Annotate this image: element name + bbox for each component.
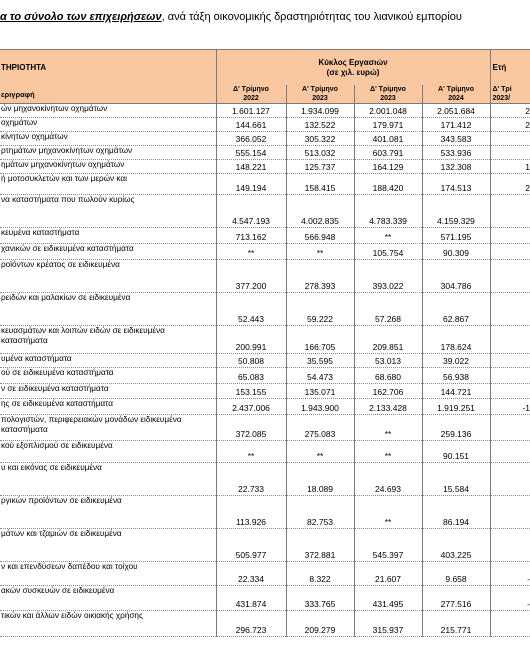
row-label: ροϊόντων κρέατος σε ειδικευμένα <box>0 260 216 293</box>
quarter-header: Α' Τρίμηνο 2023 <box>286 85 354 104</box>
row-label: υμένα καταστήματα <box>0 354 216 368</box>
value-q1-2023: 59.222 <box>286 293 354 326</box>
table-row <box>0 104 530 118</box>
value-q4-2023: 57.268 <box>354 293 422 326</box>
value-q4-2023: 2.001.048 <box>354 104 422 118</box>
value-trailing <box>490 463 530 496</box>
table-row <box>0 174 530 195</box>
row-label: ης σε ειδικευμένα καταστήματα <box>0 399 216 415</box>
value-trailing <box>490 529 530 562</box>
value-q4-2022: 65.083 <box>216 368 286 384</box>
value-trailing: -1 <box>490 399 530 415</box>
quarter-header: Δ' Τρίμηνο 2022 <box>216 85 286 104</box>
value-q4-2023: ** <box>354 415 422 441</box>
value-q4-2023: 164.129 <box>354 160 422 174</box>
value-q1-2024: 4.159.329 <box>422 195 490 228</box>
row-label: τικών και άλλων ειδών οικιακής χρήσης <box>0 611 216 637</box>
value-q1-2023: 566.948 <box>286 228 354 244</box>
value-q1-2024: 2.051.684 <box>422 104 490 118</box>
value-q4-2023: 188.420 <box>354 174 422 195</box>
value-q4-2023: ** <box>354 441 422 463</box>
table-row <box>0 441 530 463</box>
value-trailing <box>490 368 530 384</box>
value-trailing: 2 <box>490 174 530 195</box>
value-q4-2023: ** <box>354 496 422 529</box>
value-q1-2023: 135.071 <box>286 384 354 399</box>
value-q1-2023: ** <box>286 441 354 463</box>
value-q4-2022: 555.154 <box>216 146 286 160</box>
value-q4-2023: 2.133.428 <box>354 399 422 415</box>
value-q4-2022: 1.601.127 <box>216 104 286 118</box>
value-q1-2024: 39.022 <box>422 354 490 368</box>
value-q4-2023: 603.791 <box>354 146 422 160</box>
value-q4-2022: 4.547.193 <box>216 195 286 228</box>
value-q1-2024: 171.412 <box>422 118 490 132</box>
row-label: ργικών προϊόντων σε ειδικευμένα <box>0 496 216 529</box>
value-q4-2022: 505.977 <box>216 529 286 562</box>
value-q4-2023: 393.022 <box>354 260 422 293</box>
value-q1-2024: 304.786 <box>422 260 490 293</box>
value-q4-2022: 713.162 <box>216 228 286 244</box>
value-q4-2023: 4.783.339 <box>354 195 422 228</box>
value-trailing <box>490 415 530 441</box>
table-row <box>0 244 530 260</box>
value-q1-2023: 8.322 <box>286 562 354 586</box>
value-trailing <box>490 146 530 160</box>
row-label: κευασμάτων και λοιπών ειδών σε ειδικευμένα καταστήματα <box>0 326 216 354</box>
value-q1-2024: 403.225 <box>422 529 490 562</box>
table-row <box>0 496 530 529</box>
value-trailing <box>490 244 530 260</box>
value-q1-2024: 1.919.251 <box>422 399 490 415</box>
value-q1-2024: 277.516 <box>422 586 490 611</box>
value-q1-2023: 372.881 <box>286 529 354 562</box>
value-q4-2022: 366.052 <box>216 132 286 146</box>
value-q1-2023: 54.473 <box>286 368 354 384</box>
quarter-header: Α' Τρίμηνο 2024 <box>422 85 490 104</box>
value-q1-2024: 144.721 <box>422 384 490 399</box>
value-q4-2022: 144.661 <box>216 118 286 132</box>
value-q4-2022: 153.155 <box>216 384 286 399</box>
value-q4-2022: 148.221 <box>216 160 286 174</box>
value-q1-2024: 174.513 <box>422 174 490 195</box>
table-row <box>0 611 530 637</box>
value-trailing: 2 <box>490 118 530 132</box>
value-q1-2023: 166.705 <box>286 326 354 354</box>
table-row <box>0 415 530 441</box>
value-q4-2023: ** <box>354 228 422 244</box>
value-q4-2022: ** <box>216 441 286 463</box>
value-q1-2024: 86.194 <box>422 496 490 529</box>
trailing-quarter-header: Δ' Τρί 2023/ <box>490 85 530 104</box>
table-body <box>0 104 530 637</box>
header-row-quarters <box>0 85 530 104</box>
value-q4-2023: 162.706 <box>354 384 422 399</box>
value-q1-2023: 158.415 <box>286 174 354 195</box>
turnover-group-header <box>216 50 490 86</box>
trailing-group-header: Ετή <box>490 50 530 86</box>
value-q1-2023: 35.595 <box>286 354 354 368</box>
value-q1-2023: 333.765 <box>286 586 354 611</box>
value-trailing: - <box>490 562 530 586</box>
value-q1-2024: 178.624 <box>422 326 490 354</box>
value-q4-2023: 315.937 <box>354 611 422 637</box>
value-q1-2023: 1.934.099 <box>286 104 354 118</box>
value-q4-2022: 296.723 <box>216 611 286 637</box>
value-trailing <box>490 384 530 399</box>
table-row <box>0 562 530 586</box>
value-q1-2023: 1.943.900 <box>286 399 354 415</box>
value-trailing <box>490 611 530 637</box>
value-q4-2022: 113.926 <box>216 496 286 529</box>
value-q4-2023: 21.607 <box>354 562 422 586</box>
value-trailing <box>490 195 530 228</box>
value-q1-2023: 4.002.835 <box>286 195 354 228</box>
table-row <box>0 260 530 293</box>
turnover-group-title: Κύκλος Εργασιών <box>318 57 388 67</box>
value-trailing <box>490 354 530 368</box>
table-row <box>0 368 530 384</box>
value-q4-2022: ** <box>216 244 286 260</box>
value-q4-2022: 431.874 <box>216 586 286 611</box>
row-label: ών μηχανοκίνητων οχημάτων <box>0 104 216 118</box>
row-label: πολογιστών, περιφερειακών μονάδων ειδικευμένα καταστήματα <box>0 415 216 441</box>
value-trailing <box>490 496 530 529</box>
activity-header: ΤΗΡΙΟΤΗΤΑ <box>0 50 216 86</box>
value-q4-2023: 68.680 <box>354 368 422 384</box>
value-q4-2022: 377.200 <box>216 260 286 293</box>
value-q1-2024: 56.938 <box>422 368 490 384</box>
value-trailing <box>490 260 530 293</box>
value-q4-2023: 53.013 <box>354 354 422 368</box>
table-row <box>0 228 530 244</box>
row-label: κευμένα καταστήματα <box>0 228 216 244</box>
row-label: ακών συσκευών σε ειδικευμένα <box>0 586 216 611</box>
value-q4-2023: 209.851 <box>354 326 422 354</box>
row-label: οχημάτων <box>0 118 216 132</box>
value-q1-2024: 90.309 <box>422 244 490 260</box>
caption-emphasis: α το σύνολο των επιχειρήσεων <box>0 11 162 23</box>
value-q4-2022: 22.334 <box>216 562 286 586</box>
value-q4-2023: 431.495 <box>354 586 422 611</box>
value-q4-2022: 2.437.006 <box>216 399 286 415</box>
row-label: μάτων και τζαμιών σε ειδικευμένα <box>0 529 216 562</box>
value-q4-2023: 105.754 <box>354 244 422 260</box>
caption-text: , ανά τάξη οικονομικής δραστηριότητας του λιανικού εμπορίου <box>161 11 462 23</box>
value-q1-2024: 62.867 <box>422 293 490 326</box>
header-row-group <box>0 50 530 86</box>
row-label: να καταστήματα που πωλούν κυρίως <box>0 195 216 228</box>
value-q1-2023: 275.083 <box>286 415 354 441</box>
value-q1-2024: 90.151 <box>422 441 490 463</box>
value-trailing <box>490 132 530 146</box>
value-trailing <box>490 293 530 326</box>
value-q1-2023: ** <box>286 244 354 260</box>
value-q1-2024: 215.771 <box>422 611 490 637</box>
row-label: ή μοτοσυκλετών και των μερών και <box>0 174 216 195</box>
row-label: χανικών σε ειδικευμένα καταστήματα <box>0 244 216 260</box>
table-row <box>0 146 530 160</box>
row-label: ρειδών και μαλακίων σε ειδικευμένα <box>0 293 216 326</box>
value-q4-2023: 545.397 <box>354 529 422 562</box>
row-label: ημάτων μηχανοκίνητων οχημάτων <box>0 160 216 174</box>
row-label: ρτημάτων μηχανοκίνητων οχημάτων <box>0 146 216 160</box>
row-label: ν και επενδύσεων δαπέδου και τοίχου <box>0 562 216 586</box>
row-label: κίνητων οχημάτων <box>0 132 216 146</box>
description-header: εριγραφή <box>0 85 216 104</box>
table-row <box>0 118 530 132</box>
value-q4-2023: 401.081 <box>354 132 422 146</box>
value-q1-2024: 571.195 <box>422 228 490 244</box>
row-label: ού σε ειδικευμένα καταστήματα <box>0 368 216 384</box>
value-q1-2024: 15.584 <box>422 463 490 496</box>
table-row <box>0 160 530 174</box>
row-label: κού εξοπλισμού σε ειδικευμένα <box>0 441 216 463</box>
value-q4-2022: 372.085 <box>216 415 286 441</box>
value-q4-2022: 22.733 <box>216 463 286 496</box>
value-q1-2023: 305.322 <box>286 132 354 146</box>
table-row <box>0 195 530 228</box>
table-row <box>0 293 530 326</box>
value-q1-2023: 82.753 <box>286 496 354 529</box>
value-q4-2022: 50.808 <box>216 354 286 368</box>
value-trailing <box>490 326 530 354</box>
value-q1-2024: 9.658 <box>422 562 490 586</box>
value-q4-2022: 149.194 <box>216 174 286 195</box>
value-q1-2023: 18.089 <box>286 463 354 496</box>
value-q1-2023: 209.279 <box>286 611 354 637</box>
value-q1-2024: 343.583 <box>422 132 490 146</box>
table-row <box>0 529 530 562</box>
table-row <box>0 354 530 368</box>
table-row <box>0 132 530 146</box>
value-trailing <box>490 228 530 244</box>
turnover-table <box>0 49 530 637</box>
turnover-group-unit: (σε χιλ. ευρώ) <box>326 67 380 77</box>
value-q1-2023: 278.393 <box>286 260 354 293</box>
table-row <box>0 399 530 415</box>
row-label: υ και εικόνας σε ειδικευμένα <box>0 463 216 496</box>
value-q1-2023: 513.032 <box>286 146 354 160</box>
value-q1-2024: 132.308 <box>422 160 490 174</box>
value-trailing: 1 <box>490 160 530 174</box>
table-row <box>0 463 530 496</box>
value-trailing: - <box>490 586 530 611</box>
value-q1-2023: 132.522 <box>286 118 354 132</box>
value-q4-2023: 24.693 <box>354 463 422 496</box>
table-caption <box>0 7 530 27</box>
value-trailing <box>490 441 530 463</box>
row-label: ν σε ειδικευμένα καταστήματα <box>0 384 216 399</box>
value-q1-2024: 259.136 <box>422 415 490 441</box>
value-q4-2022: 200.991 <box>216 326 286 354</box>
table-row <box>0 586 530 611</box>
value-q4-2022: 52.443 <box>216 293 286 326</box>
value-q1-2023: 125.737 <box>286 160 354 174</box>
table-row <box>0 384 530 399</box>
value-q1-2024: 533.936 <box>422 146 490 160</box>
value-trailing: 2 <box>490 104 530 118</box>
table-row <box>0 326 530 354</box>
value-q4-2023: 179.971 <box>354 118 422 132</box>
quarter-header: Δ' Τρίμηνο 2023 <box>354 85 422 104</box>
